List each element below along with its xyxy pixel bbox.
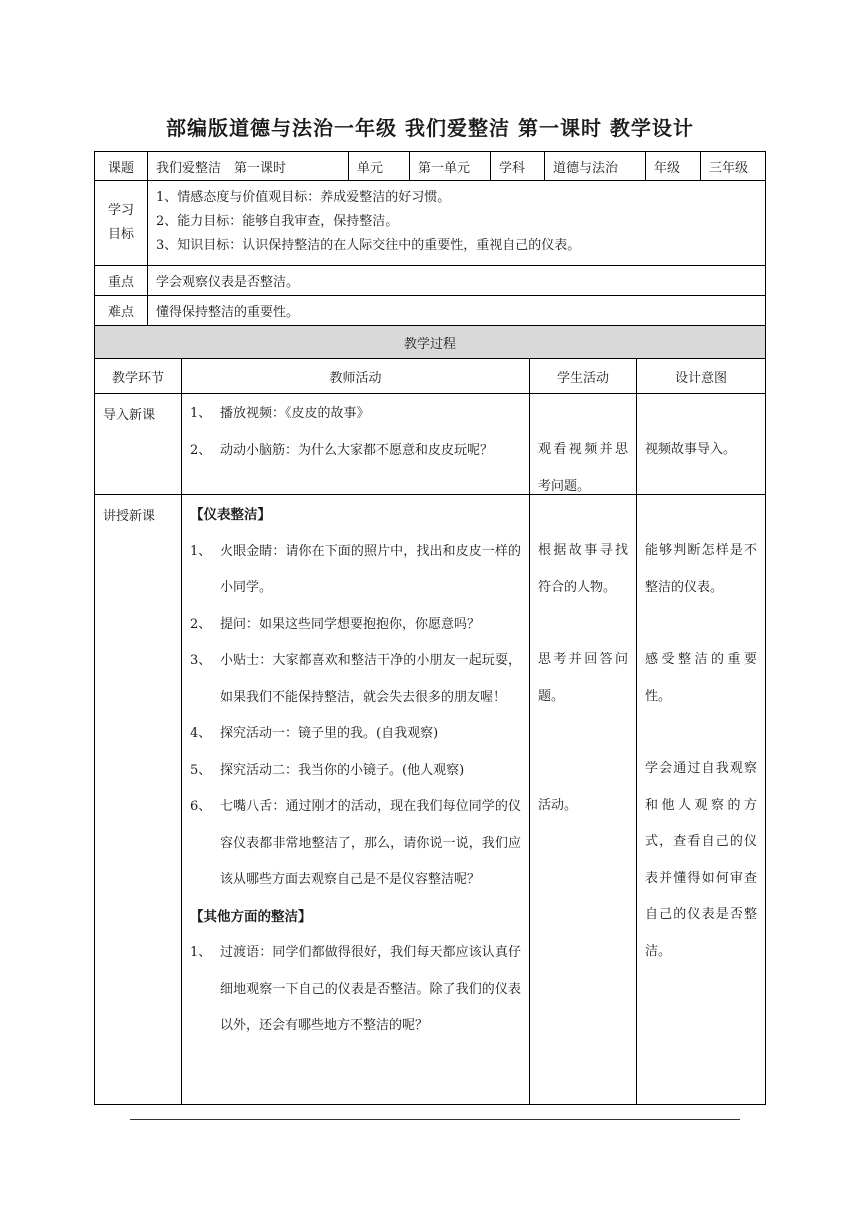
list-item [190,643,521,716]
section-title: 【仪表整洁】 [190,507,271,523]
list-item [190,396,521,433]
col-header-teacher: 教师活动 [181,358,530,394]
difficulty-value: 懂得保持整洁的重要性。 [147,295,766,326]
lecture-stage: 讲授新课 [94,494,182,1105]
item-number: 2、 [190,442,212,458]
subject-label: 学科 [490,151,545,181]
col-header-intent: 设计意图 [636,358,766,394]
grade-value: 三年级 [700,151,766,181]
difficulty-label: 难点 [94,295,148,326]
footer-divider [130,1119,740,1120]
intro-intent [636,393,766,495]
design-intent: 学会通过自我观察和他人观察的方式，查看自己的仪表并懂得如何审查自己的仪表是否整洁。 [645,761,757,959]
student-activity: 活动。 [538,798,578,813]
unit-value: 第一单元 [409,151,491,181]
key-point-value: 学会观察仪表是否整洁。 [147,265,766,296]
section-title: 【其他方面的整洁】 [190,908,312,925]
design-intent: 视频故事导入。 [645,442,737,457]
subject-value: 道德与法治 [544,151,646,181]
list-item [190,753,521,790]
list-item [190,716,521,753]
item-number: 1、 [190,945,212,960]
item-text: 小贴士：大家都喜欢和整洁干净的小朋友一起玩耍，如果我们不能保持整洁，就会失去很多的朋友喔！ [220,653,521,705]
item-number: 6、 [190,799,212,814]
item-text: 动动小脑筋：为什么大家都不愿意和皮皮玩呢？ [220,442,494,458]
item-text: 播放视频：《皮皮的故事》 [220,406,370,421]
item-text: 七嘴八舌：通过刚才的活动，现在我们每位同学的仪容仪表都非常地整洁了，那么，请你说一说，我们应该从哪些方面去观察自己是不是仪容整洁呢？ [220,799,521,887]
intro-teacher [181,393,530,495]
goals-label [94,180,148,266]
col-header-stage: 教学环节 [94,358,182,394]
design-intent: 能够判断怎样是不整洁的仪表。 [645,543,757,595]
item-number: 4、 [190,726,212,741]
student-activity: 根据故事寻找符合的人物。 [538,543,628,595]
key-point-label: 重点 [94,265,148,296]
lecture-student [529,494,637,1105]
item-text: 过渡语：同学们都做得很好，我们每天都应该认真仔细地观察一下自己的仪表是否整洁。除了我们的仪表以外，还会有哪些地方不整洁的呢？ [220,945,521,1033]
course-value: 我们爱整洁 第一课时 [147,151,349,181]
item-number: 1、 [190,543,212,559]
item-text: 探究活动一：镜子里的我。(自我观察) [220,726,439,741]
student-activity: 思考并回答问题。 [538,652,628,704]
goal-item: 3、知识目标：认识保持整洁的在人际交往中的重要性，重视自己的仪表。 [156,238,581,253]
goals-label-line1: 学习 [107,203,134,218]
intro-stage: 导入新课 [94,393,182,495]
list-item [190,789,521,899]
student-activity: 观看视频并思考问题。 [538,442,628,494]
lecture-intent [636,494,766,1105]
process-header: 教学过程 [94,325,766,359]
list-item [190,534,521,607]
goal-item: 1、情感态度与价值观目标：养成爱整洁的好习惯。 [156,190,451,205]
list-item [190,607,521,644]
item-text: 探究活动二：我当你的小镜子。(他人观察) [220,762,465,778]
grade-label: 年级 [645,151,701,181]
list-item [190,433,521,470]
course-label: 课题 [94,151,148,181]
item-number: 3、 [190,653,212,668]
document-title: 部编版道德与法治一年级 我们爱整洁 第一课时 教学设计 [166,116,694,140]
goal-item: 2、能力目标：能够自我审查，保持整洁。 [156,214,399,229]
col-header-student: 学生活动 [529,358,637,394]
intro-student [529,393,637,495]
item-number: 1、 [190,406,212,421]
item-text: 火眼金睛：请你在下面的照片中，找出和皮皮一样的小同学。 [220,543,521,595]
item-number: 2、 [190,616,212,632]
lecture-teacher [181,494,530,1105]
goals-list [147,180,766,266]
item-number: 5、 [190,762,212,778]
item-text: 提问：如果这些同学想要抱抱你，你愿意吗？ [220,616,481,632]
design-intent: 感受整洁的重要性。 [645,652,757,704]
list-item [190,935,521,1045]
goals-label-line2: 目标 [107,227,134,242]
unit-label: 单元 [348,151,410,181]
